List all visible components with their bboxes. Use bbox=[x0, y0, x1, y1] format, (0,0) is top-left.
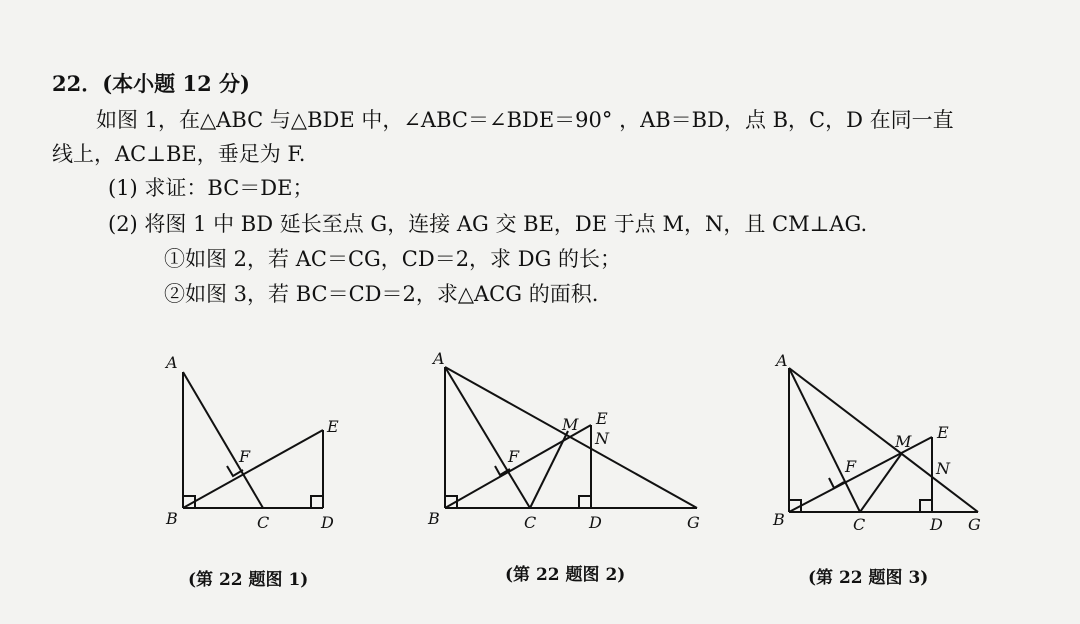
label-d: D bbox=[589, 513, 602, 532]
label-m: M bbox=[895, 432, 912, 451]
figure-2 bbox=[425, 345, 715, 535]
part-2: (2) 将图 1 中 BD 延长至点 G，连接 AG 交 BE，DE 于点 M，N，且 CM⊥AG. bbox=[108, 212, 868, 236]
problem-header: 22．(本小题 12 分) bbox=[52, 71, 250, 96]
segment-ac bbox=[445, 367, 530, 508]
segment-ac bbox=[789, 368, 860, 512]
label-c: C bbox=[524, 513, 537, 532]
right-angle-f bbox=[227, 466, 243, 476]
right-angle-d bbox=[311, 496, 323, 508]
figure-3-caption: (第 22 题图 3) bbox=[808, 568, 929, 588]
right-angle-f bbox=[829, 478, 844, 488]
label-e: E bbox=[327, 417, 339, 436]
label-g: G bbox=[968, 515, 981, 534]
label-a: A bbox=[776, 351, 788, 370]
segment-cm bbox=[860, 453, 902, 512]
label-a: A bbox=[433, 349, 445, 368]
right-angle-f bbox=[495, 466, 510, 475]
label-a: A bbox=[166, 353, 178, 372]
right-angle-d bbox=[920, 500, 932, 512]
label-n: N bbox=[936, 459, 950, 478]
problem-line-1: 如图 1，在△ABC 与△BDE 中，∠ABC＝∠BDE＝90° ，AB＝BD，点 B，C，D 在同一直 bbox=[96, 108, 954, 132]
subpart-2: ②如图 3，若 BC＝CD＝2，求△ACG 的面积. bbox=[164, 282, 599, 306]
label-m: M bbox=[562, 415, 579, 434]
figure-2-caption: (第 22 题图 2) bbox=[505, 565, 626, 585]
figure-1-caption: (第 22 题图 1) bbox=[188, 570, 309, 590]
label-b: B bbox=[428, 509, 440, 528]
subpart-1: ①如图 2，若 AC＝CG，CD＝2，求 DG 的长； bbox=[164, 247, 622, 271]
label-f: F bbox=[508, 447, 520, 466]
segment-ag bbox=[789, 368, 978, 512]
label-e: E bbox=[937, 423, 949, 442]
label-f: F bbox=[239, 447, 251, 466]
label-d: D bbox=[321, 513, 334, 530]
figure-3 bbox=[765, 345, 995, 535]
segment-ac bbox=[183, 372, 263, 508]
label-f: F bbox=[845, 457, 857, 476]
label-d: D bbox=[930, 515, 943, 534]
label-n: N bbox=[595, 429, 609, 448]
problem-line-2: 线上，AC⊥BE，垂足为 F. bbox=[52, 142, 306, 166]
label-c: C bbox=[853, 515, 866, 534]
label-g: G bbox=[687, 513, 700, 532]
label-c: C bbox=[257, 513, 270, 530]
label-b: B bbox=[166, 509, 178, 528]
label-b: B bbox=[773, 510, 785, 529]
figure-1 bbox=[160, 350, 360, 530]
right-angle-d bbox=[579, 496, 591, 508]
segment-cm bbox=[530, 431, 568, 508]
label-e: E bbox=[596, 409, 608, 428]
part-1: (1) 求证：BC＝DE； bbox=[108, 176, 314, 200]
segment-be bbox=[183, 430, 323, 508]
